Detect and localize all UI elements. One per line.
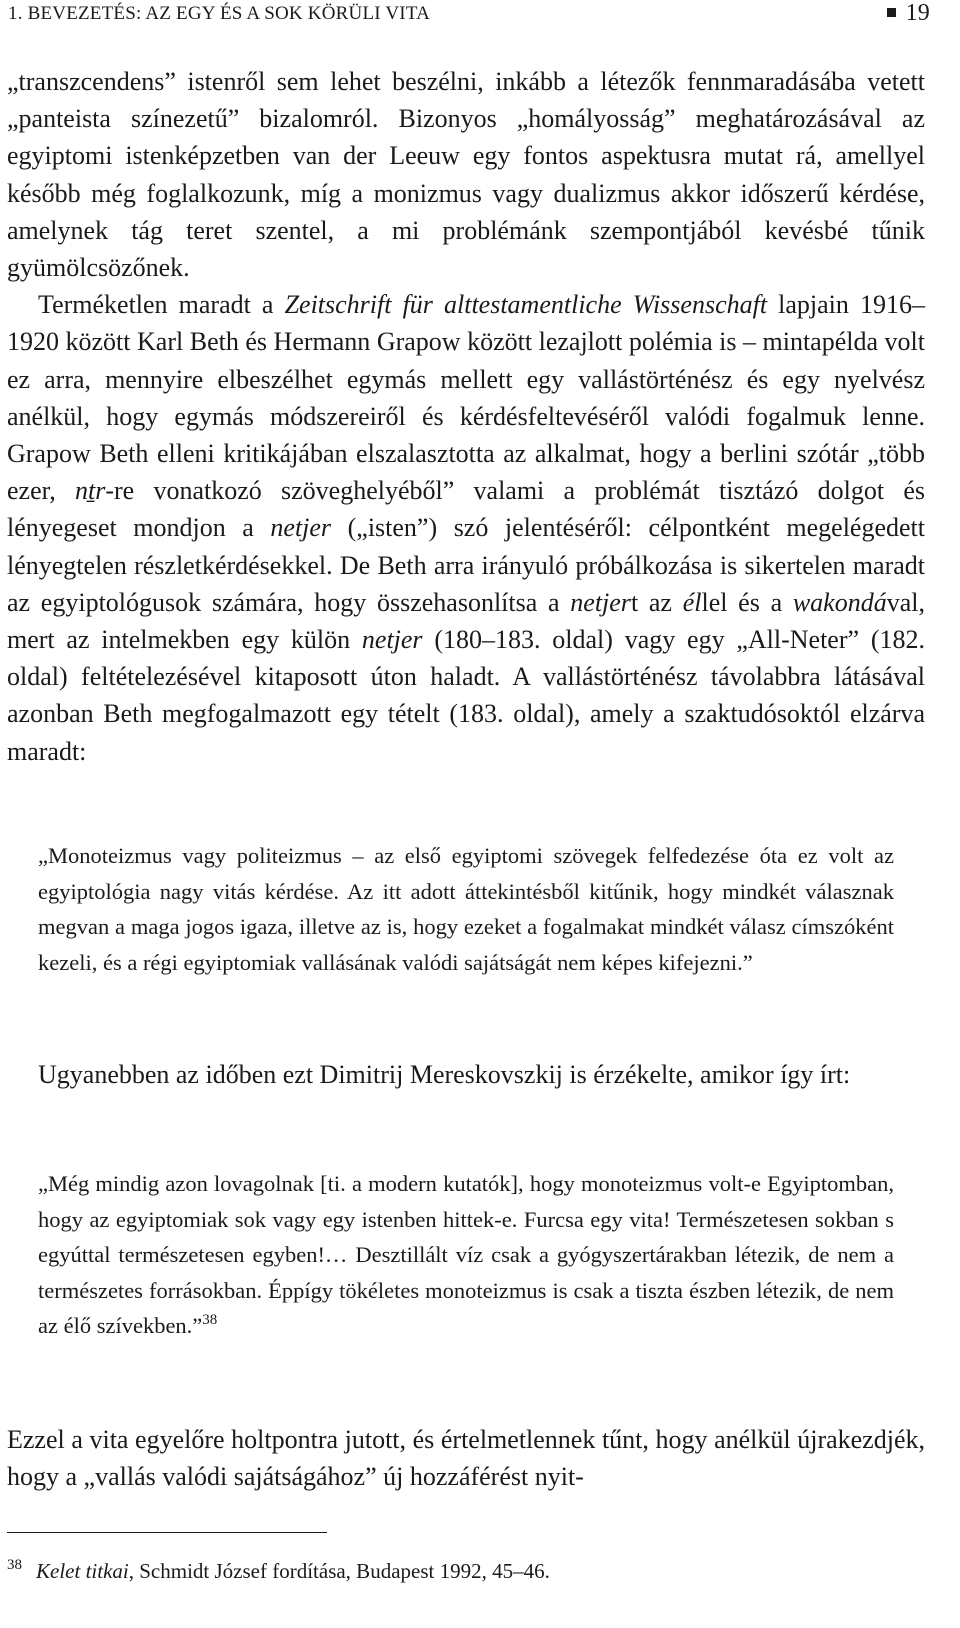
p2-journal-title: Zeitschrift für alttestamentliche Wissenschaft <box>284 290 768 320</box>
footnote-text: , Schmidt József fordítása, Budapest 1992, 45–46. <box>128 1559 550 1583</box>
p2-italic-ntr: nṯr <box>75 476 106 506</box>
chapter-title: 1. BEVEZETÉS: AZ EGY ÉS A SOK KÖRÜLI VITA <box>8 3 431 24</box>
p2-italic-netjer-1: netjer <box>270 513 332 543</box>
paragraph-4: Ezzel a vita egyelőre holtpontra jutott, és értelmetlennek tűnt, hogy anélkül újrakezdjék, hogy a „vallás valódi sajátságához” új hozzáférést nyit- <box>7 1425 925 1492</box>
quote-2-paragraph <box>38 1166 894 1344</box>
paragraph-2 <box>7 286 925 770</box>
p2-italic-netjer-2: netjer <box>570 587 631 617</box>
paragraph-3-block <box>7 1056 925 1093</box>
p2-italic-el: él <box>682 587 702 617</box>
main-text-block <box>7 63 925 770</box>
p2-text-7: val, mert az intelmekben egy külön <box>7 587 925 655</box>
paragraph-1: „transzcendens” istenről sem lehet beszélni, inkább a létezők fennmaradásába vetett „panteista színezetű” bizalomról. Bizonyos „homályosság” meghatározásával az egyiptomi istenképzetben van der Leeuw egy fontos aspektusra mutat rá, amellyel később még foglalkozunk, míg a monizmus vagy dualizmus akkor időszerű kérdése, amelynek tág teret szentel, a mi problémánk szempontjából kevésbé tűnik gyümölcsözőnek. <box>7 67 925 283</box>
p2-text-8: (180–183. oldal) vagy egy „All-Neter” (182. oldal) feltételezésével kitaposott úton haladt. A vallástörténész távolabbra látásával azonban Beth megfogalmazott egy tételt (183. oldal), amely a szaktudósoktól elzárva maradt: <box>7 625 925 766</box>
footnote <box>7 1556 927 1589</box>
block-quote-1 <box>38 838 894 980</box>
footnote-reference: 38 <box>202 1312 218 1329</box>
p2-italic-netjer-3: netjer <box>361 625 423 655</box>
page-number-text: 19 <box>905 0 930 26</box>
p2-text-2: lapjain 1916–1920 között Karl Beth és Hermann Grapow között lezajlott polémia is – mintapélda volt ez arra, mennyire elbeszélhet egymás mellett egy vallástörténész és egy nyelvész anélkül, hogy egymás módszereiről és kérdésfeltevéséről valódi fogalmuk lenne. Grapow Beth elleni kritikájában elszalasztotta az alkalmat, hogy a berlini szótár „több ezer, <box>7 290 926 506</box>
block-quote-2 <box>38 1166 894 1344</box>
running-header <box>8 0 930 29</box>
square-bullet-icon <box>887 8 896 17</box>
p2-italic-wakonda: wakondá <box>792 587 887 617</box>
p2-text-4: („isten”) szó jelentéséről: célpontként megelégedett lényegtelen részletkérdésekkel. De Beth arra irányuló próbálkozása is sikertelen maradt az egyiptológusok számára, hogy összehasonlítsa a <box>7 513 925 617</box>
paragraph-4-block <box>7 1421 925 1495</box>
p2-text-1: Terméketlen maradt a <box>38 290 285 320</box>
p2-text-3: -re vonatkozó szöveghelyéből” valami a problémát tisztázó dolgot és lényegeset mondjon a <box>7 476 925 543</box>
paragraph-3: Ugyanebben az időben ezt Dimitrij Mereskovszkij is érzékelte, amikor így írt: <box>38 1060 851 1089</box>
p2-text-6: lel és a <box>701 587 793 617</box>
footnote-book-title: Kelet titkai <box>36 1559 129 1583</box>
quote-2-text: „Még mindig azon lovagolnak [ti. a modern kutatók], hogy monoteizmus volt-e Egyiptomban, hogy az egyiptomiak sok vagy egy istenben hittek-e. Furcsa egy vita! Természetesen sokban s egyúttal természetesen egyben!… Desztillált víz csak a gyógyszertárakban létezik, de nem a természetes forrásokban. Éppígy tökéletes monoteizmus is csak a tiszta észben létezik, de nem az élő szívekben.” <box>38 1171 894 1339</box>
footnote-number: 38 <box>7 1557 22 1573</box>
quote-1-text: „Monoteizmus vagy politeizmus – az első egyiptomi szövegek felfedezése óta ez volt az egyiptológia nagy vitás kérdése. Az itt adott áttekintésből kitűnik, hogy mindkét válasznak megvan a maga jogos igaza, illetve az is, hogy ezeket a fogalmakat mindkét válasz címszóként kezeli, és a régi egyiptomiak vallásának valódi sajátságát nem képes kifejezni.” <box>38 843 894 975</box>
footnote-divider <box>7 1532 327 1533</box>
page-number <box>887 0 930 27</box>
p2-text-5: t az <box>630 587 683 617</box>
